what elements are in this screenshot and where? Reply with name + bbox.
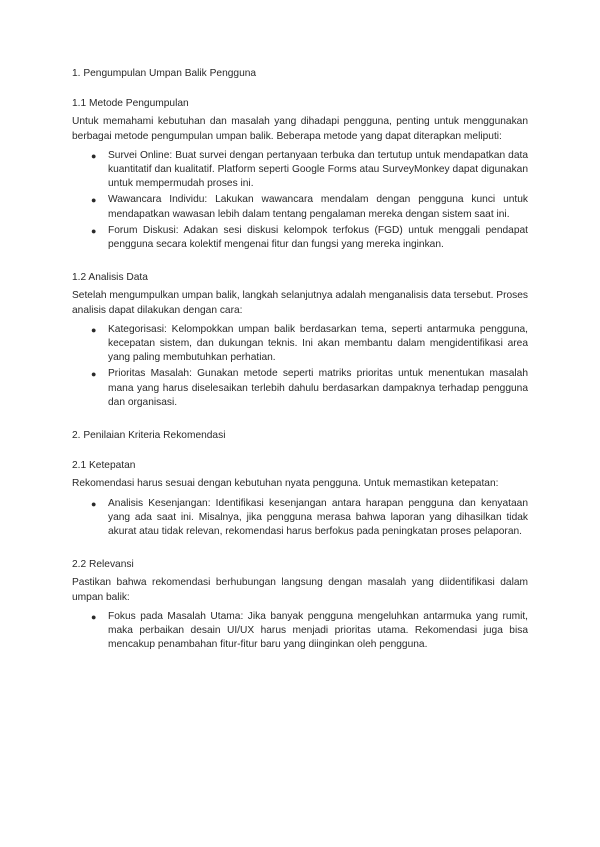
- bullet-icon: ●: [91, 225, 97, 236]
- subsection-1-2-intro: Setelah mengumpulkan umpan balik, langkah selanjutnya adalah menganalisis data tersebut. Proses analisis dapat dilakukan dengan cara:: [72, 290, 528, 316]
- list-item: ● Analisis Kesenjangan: Identifikasi kesenjangan antara harapan pengguna dan kenyataan yang ada saat ini. Misalnya, jika pengguna merasa bahwa laporan yang dihasilkan tidak akurat atau tidak relevan, rekomendasi harus berfokus pada peningkatan proses pelaporan.: [91, 497, 528, 538]
- list-item: ● Wawancara Individu: Lakukan wawancara mendalam dengan pengguna kunci untuk mendapatkan wawasan lebih dalam tentang pengalaman mereka dengan sistem saat ini.: [91, 194, 528, 220]
- subsection-2-2-list: [72, 610, 528, 653]
- list-item: ● Forum Diskusi: Adakan sesi diskusi kelompok terfokus (FGD) untuk menggali pendapat pengguna secara kolektif mengenai fitur dan fungsi yang mereka inginkan.: [91, 224, 528, 251]
- bullet-icon: ●: [91, 369, 97, 380]
- subsection-1-1-intro: Untuk memahami kebutuhan dan masalah yang dihadapi pengguna, penting untuk menggunakan berbagai metode pengumpulan umpan balik. Beberapa metode yang dapat diterapkan meliputi:: [72, 116, 528, 142]
- list-item: ● Kategorisasi: Kelompokkan umpan balik berdasarkan tema, seperti antarmuka pengguna, kecepatan sistem, dan dukungan teknis. Ini akan membantu dalam mengidentifikasi area yang paling membutuhkan perhatian.: [91, 323, 528, 364]
- subsection-2-2-intro: Pastikan bahwa rekomendasi berhubungan langsung dengan masalah yang diidentifikasi dalam umpan balik:: [72, 577, 528, 603]
- subsection-1-2-title: 1.2 Analisis Data: [72, 272, 148, 284]
- bullet-icon: ●: [91, 324, 97, 335]
- subsection-2-2-title: 2.2 Relevansi: [72, 559, 134, 571]
- subsection-2-1-list: [72, 497, 528, 540]
- section-1-title: 1. Pengumpulan Umpan Balik Pengguna: [72, 68, 257, 79]
- subsection-2-1-intro: Rekomendasi harus sesuai dengan kebutuhan nyata pengguna. Untuk memastikan ketepatan:: [72, 478, 499, 490]
- subsection-2-1-title: 2.1 Ketepatan: [72, 460, 136, 472]
- subsection-1-1-list: [72, 149, 528, 252]
- list-item: ● Fokus pada Masalah Utama: Jika banyak pengguna mengeluhkan antarmuka yang rumit, maka perbaikan desain UI/UX harus menjadi prioritas utama. Rekomendasi juga bisa mencakup penambahan fitur-fitur baru yang diinginkan oleh pengguna.: [91, 610, 528, 651]
- bullet-icon: ●: [91, 150, 97, 161]
- list-item: ● Prioritas Masalah: Gunakan metode seperti matriks prioritas untuk menentukan masalah mana yang harus diselesaikan terlebih dahulu berdasarkan dampaknya terhadap pengguna dan organisasi.: [91, 368, 528, 408]
- subsection-1-2-list: [72, 323, 528, 410]
- list-item: ● Survei Online: Buat survei dengan pertanyaan terbuka dan tertutup untuk mendapatkan data kuantitatif dan kualitatif. Platform seperti Google Forms atau SurveyMonkey dapat digunakan untuk mempermudah proses ini.: [91, 149, 528, 190]
- subsection-1-1-title: 1.1 Metode Pengumpulan: [72, 98, 189, 110]
- bullet-icon: ●: [91, 195, 97, 206]
- bullet-icon: ●: [91, 611, 97, 622]
- section-2-title: 2. Penilaian Kriteria Rekomendasi: [72, 430, 226, 442]
- bullet-icon: ●: [91, 498, 97, 509]
